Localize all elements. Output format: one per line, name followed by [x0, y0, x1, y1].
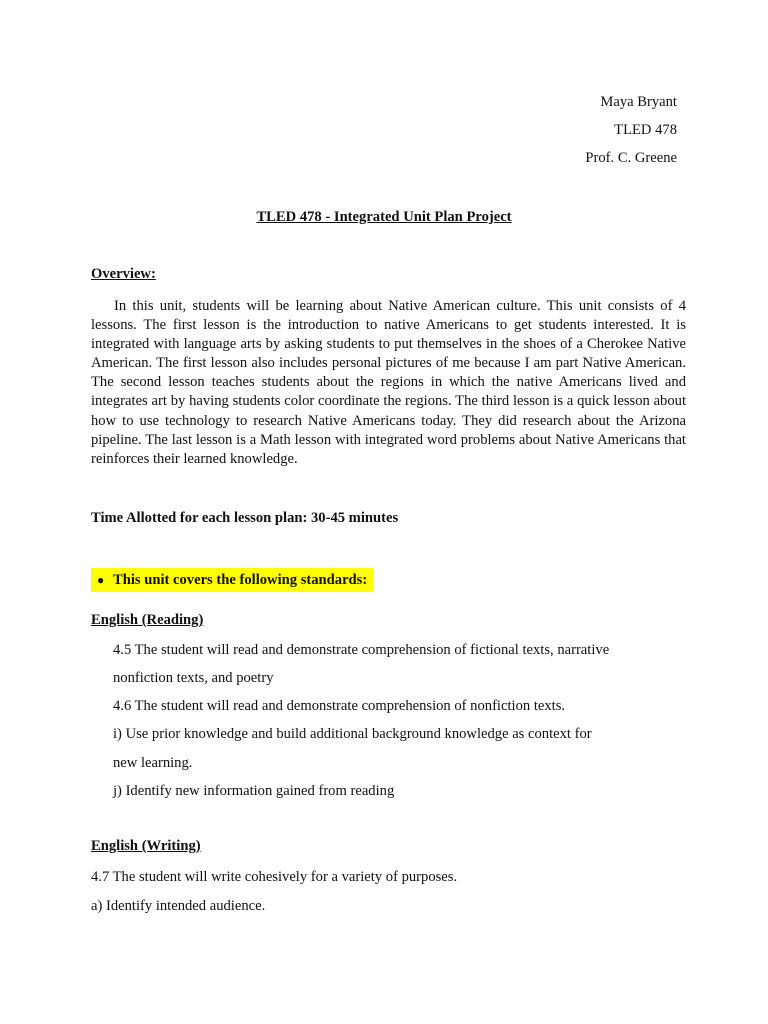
professor-name: Prof. C. Greene [585, 150, 677, 166]
overview-paragraph: In this unit, students will be learning about Native American culture. This unit consists of 4 lessons. The first lesson is the introduction to native Americans to get students interested. It is integrated with language arts by asking students to put themselves in the shoes of a Cherokee Native American. The first lesson also includes personal pictures of me because I am part Native American. The second lesson teaches students about the regions in which the native Americans lived and integrates art by having students color coordinate the regions. The third lesson is a quick lesson about how to use technology to research Native Americans today. They did research about the Arizona pipeline. The last lesson is a Math lesson with integrated word problems about Native Americans that reinforces their learned knowledge. [91, 298, 686, 467]
course-code: TLED 478 [614, 122, 677, 138]
reading-line: j) Identify new information gained from reading [113, 783, 395, 799]
english-writing-heading: English (Writing) [91, 838, 201, 854]
author-name: Maya Bryant [600, 94, 677, 110]
overview-heading: Overview: [91, 266, 156, 282]
standards-intro: This unit covers the following standards: [113, 572, 368, 588]
writing-line: 4.7 The student will write cohesively for a variety of purposes. [91, 869, 458, 885]
bullet-icon: ● [97, 573, 105, 587]
reading-line: new learning. [113, 755, 193, 771]
reading-line: 4.5 The student will read and demonstrate comprehension of fictional texts, narrative [113, 642, 610, 658]
writing-line: a) Identify intended audience. [91, 898, 266, 914]
reading-line: i) Use prior knowledge and build additional background knowledge as context for [113, 726, 592, 742]
english-reading-heading: English (Reading) [91, 612, 204, 628]
reading-line: nonfiction texts, and poetry [113, 670, 274, 686]
reading-line: 4.6 The student will read and demonstrate comprehension of nonfiction texts. [113, 698, 566, 714]
time-allotted: Time Allotted for each lesson plan: 30-45 minutes [91, 510, 399, 526]
document-title: TLED 478 - Integrated Unit Plan Project [256, 209, 512, 225]
standards-highlight [91, 568, 373, 592]
